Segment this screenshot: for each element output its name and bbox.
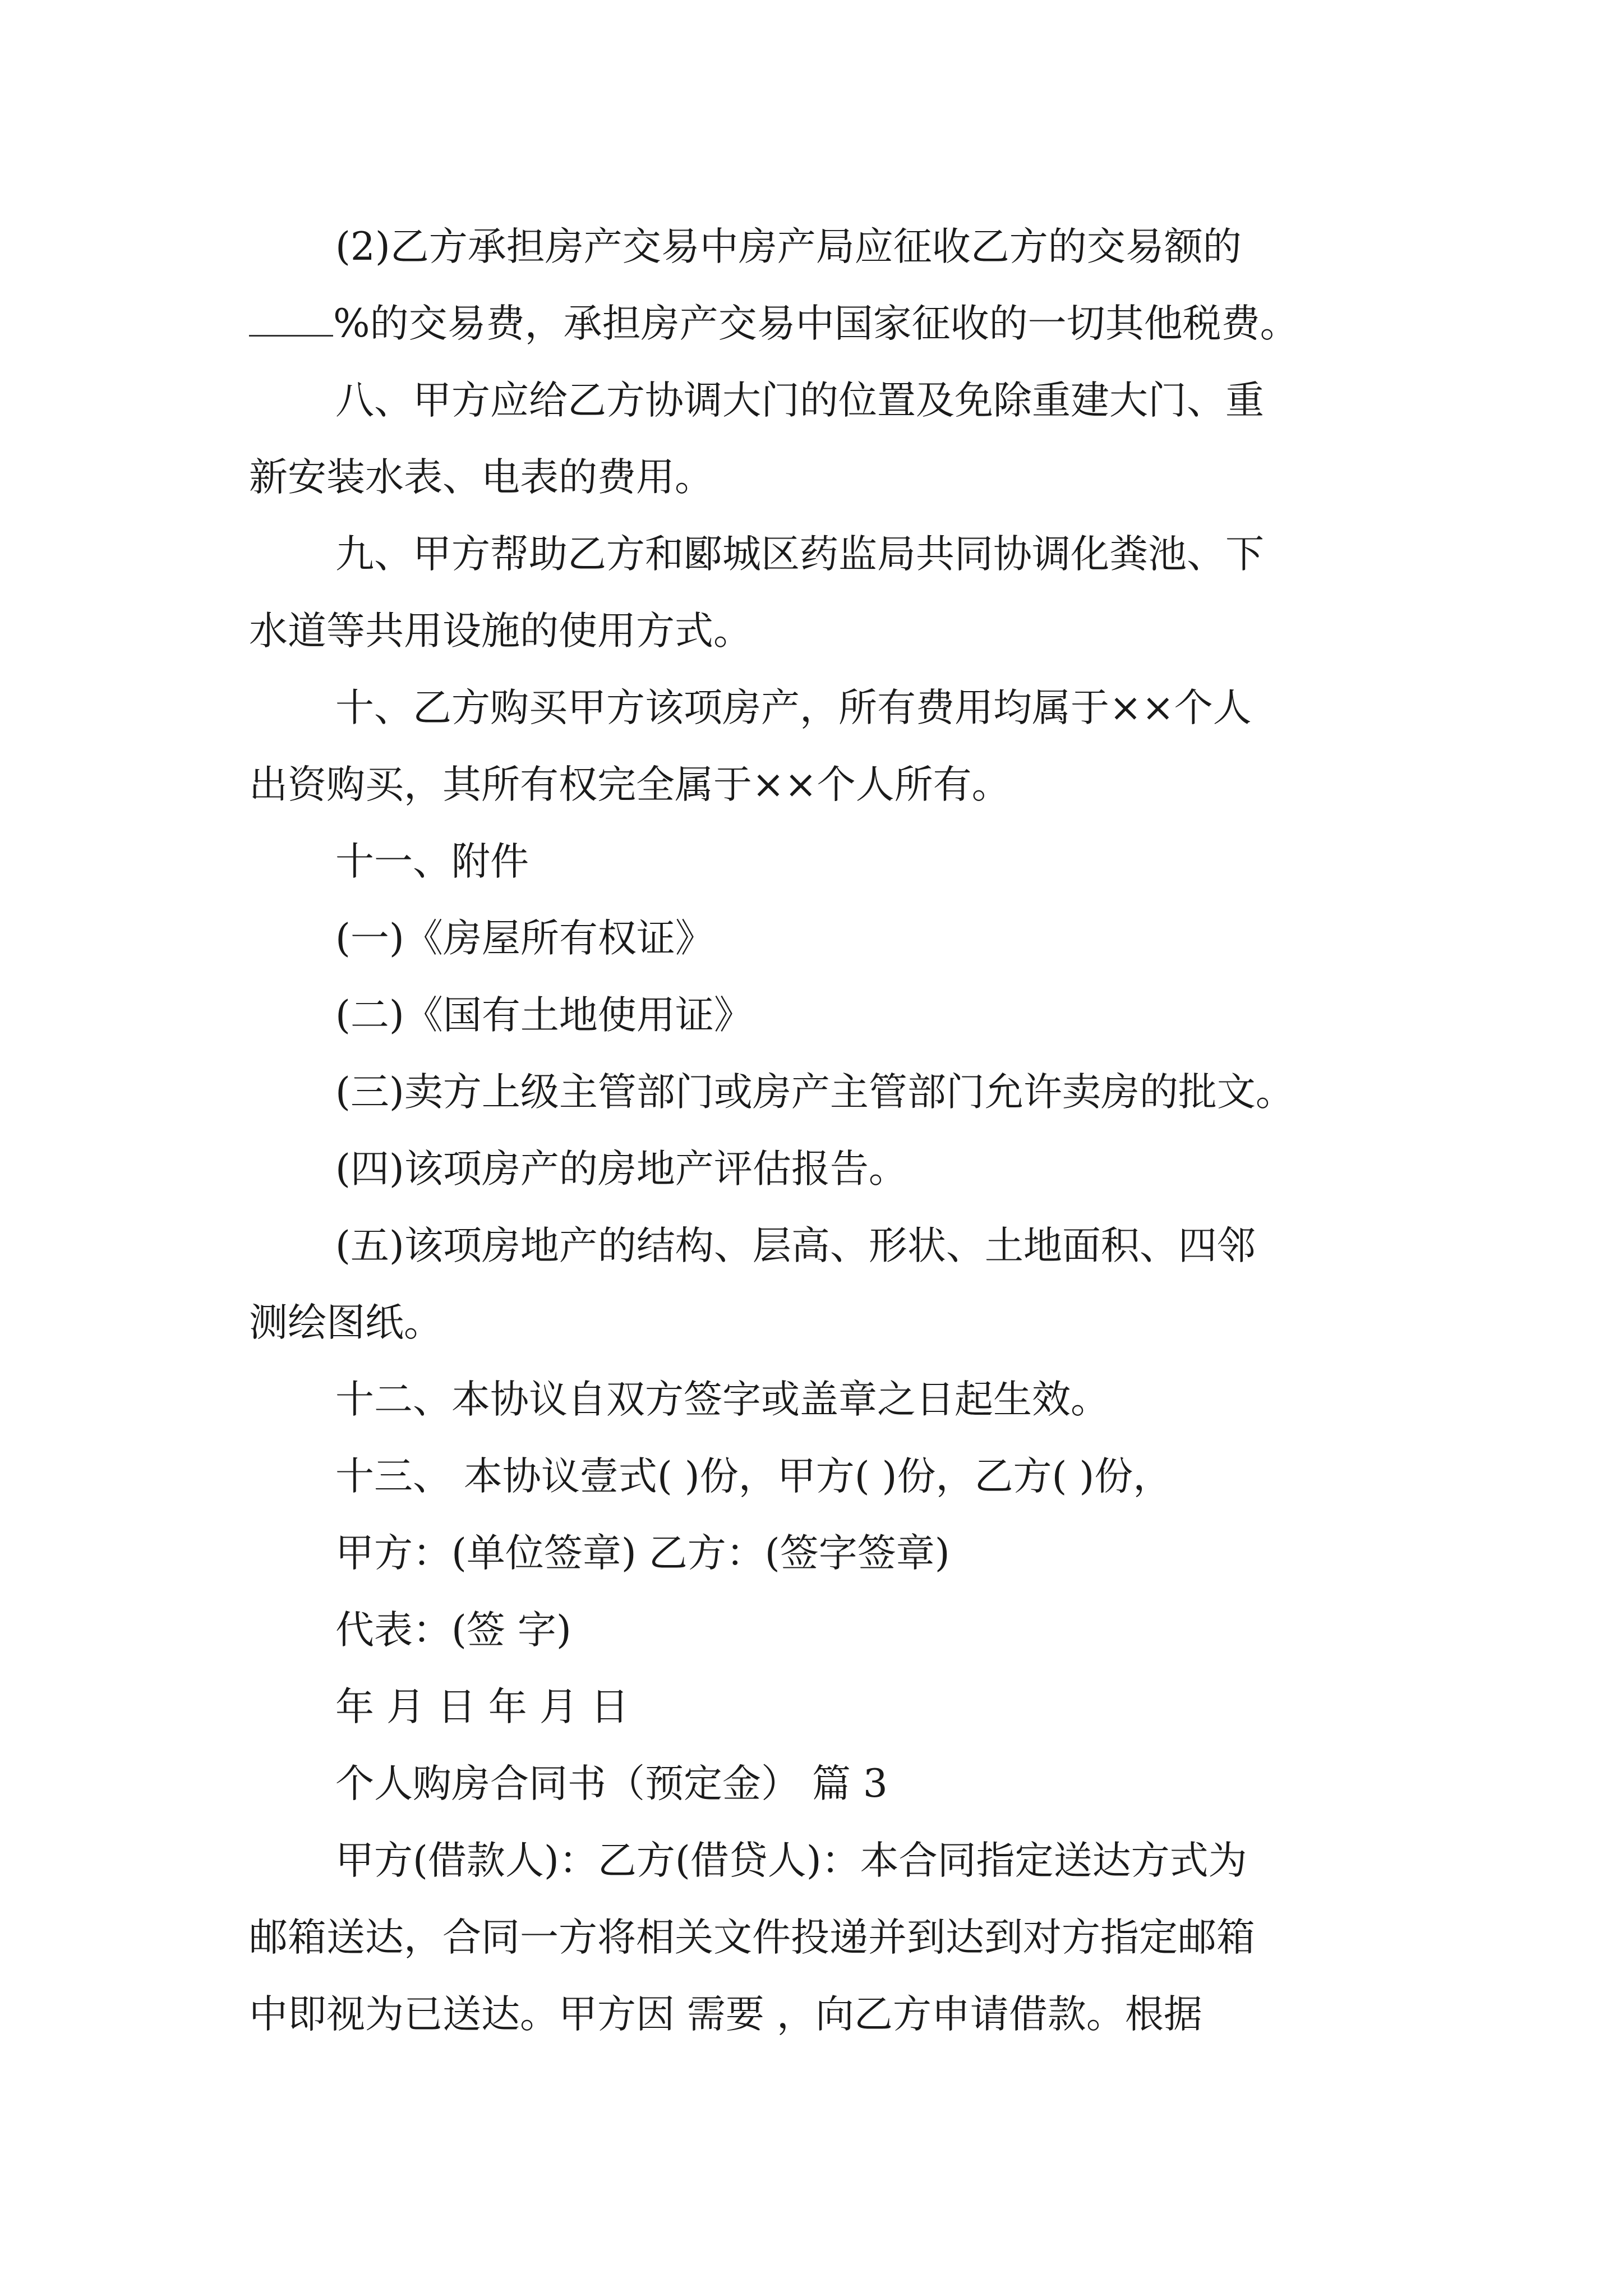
section-heading: 十一、附件 [335, 839, 529, 884]
attachment-item: (四)该项房产的房地产评估报告。 [335, 1147, 907, 1191]
text-line-content: %的交易费，承担房产交易中国家征收的一切其他税费。 [333, 301, 1299, 346]
text-line [249, 286, 1391, 362]
signature-line: 甲方：(单位签章) 乙方：(签字签章) [335, 1531, 950, 1576]
date-line: 年 月 日 年 月 日 [335, 1685, 629, 1729]
text-line: 甲方(借款人)：乙方(借贷人)：本合同指定送达方式为 [335, 1838, 1247, 1883]
attachment-item: (一)《房屋所有权证》 [335, 916, 714, 961]
text-line: 邮箱送达，合同一方将相关文件投递并到达到对方指定邮箱 [249, 1915, 1255, 1960]
text-line: 八、甲方应给乙方协调大门的位置及免除重建大门、重 [335, 378, 1264, 423]
text-line: 水道等共用设施的使用方式。 [249, 609, 752, 654]
text-line: 出资购买，其所有权完全属于××个人所有。 [249, 762, 1011, 807]
signature-line: 代表：(签 字) [335, 1608, 571, 1653]
section-title: 个人购房合同书（预定金） 篇 3 [335, 1761, 888, 1806]
text-line: 十三、 本协议壹式( )份，甲方( )份，乙方( )份， [335, 1454, 1172, 1499]
attachment-item: (五)该项房地产的结构、层高、形状、土地面积、四邻 [335, 1223, 1256, 1268]
text-line: 十、乙方购买甲方该项房产，所有费用均属于××个人 [335, 685, 1252, 730]
attachment-item: (二)《国有土地使用证》 [335, 993, 753, 1038]
attachment-item: (三)卖方上级主管部门或房产主管部门允许卖房的批文。 [335, 1070, 1294, 1115]
fill-in-blank [249, 301, 333, 337]
text-line: (2)乙方承担房产交易中房产局应征收乙方的交易额的 [335, 224, 1242, 269]
document-body [249, 209, 1391, 2053]
text-line: 测绘图纸。 [249, 1300, 442, 1345]
text-line: 九、甲方帮助乙方和郾城区药监局共同协调化粪池、下 [335, 532, 1264, 577]
text-line: 十二、本协议自双方签字或盖章之日起生效。 [335, 1377, 1109, 1422]
text-line: 中即视为已送达。甲方因 需要 ，向乙方申请借款。根据 [249, 1992, 1202, 2037]
text-line: 新安装水表、电表的费用。 [249, 455, 713, 500]
